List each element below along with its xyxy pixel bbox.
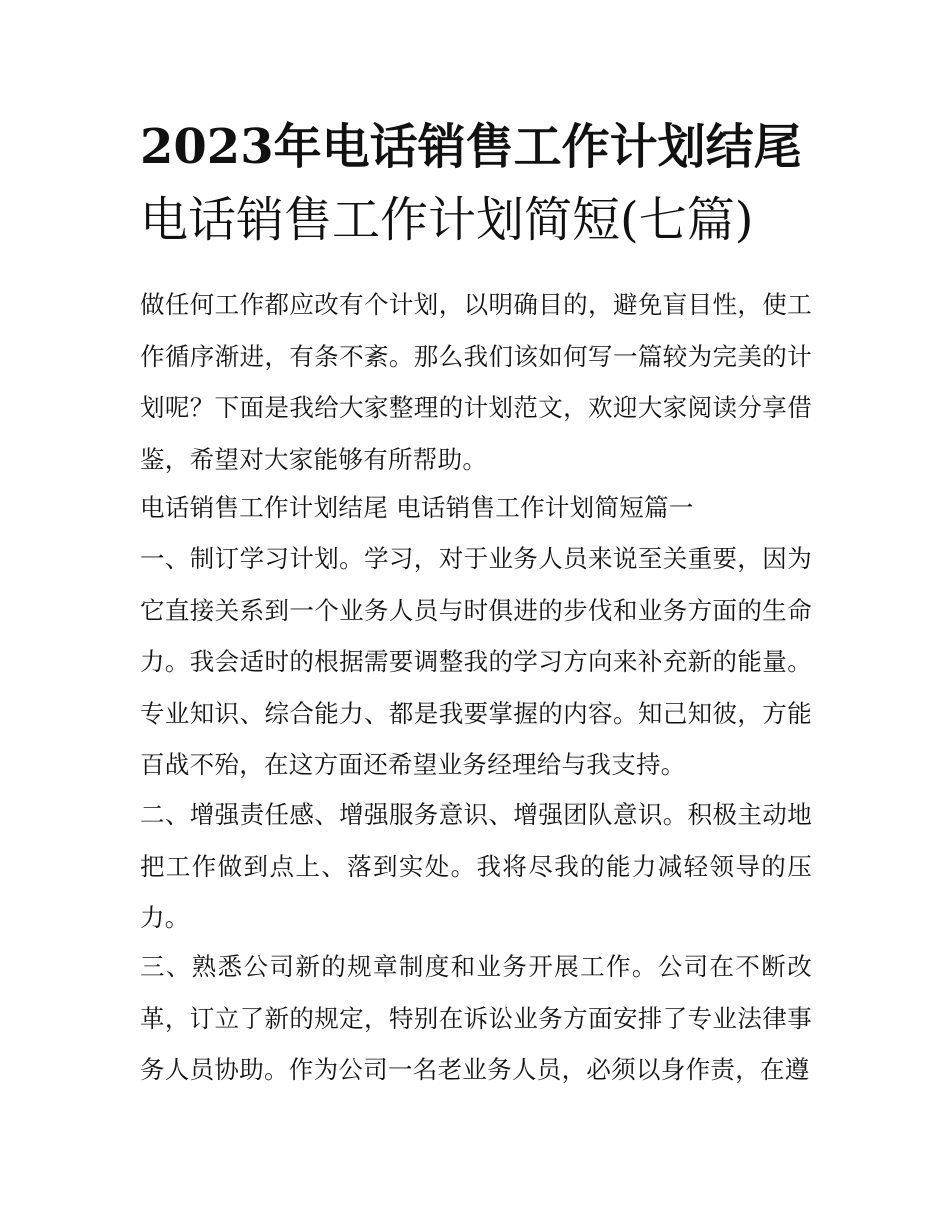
body-paragraph-item-2: 二、增强责任感、增强服务意识、增强团队意识。积极主动地把工作做到点上、落到实处。我将尽我的能力减轻领导的压力。 — [140, 800, 812, 932]
intro-paragraph: 做任何工作都应改有个计划，以明确目的，避免盲目性，使工作循序渐进，有条不紊。那么我们该如何写一篇较为完美的计划呢？下面是我给大家整理的计划范文，欢迎大家阅读分享借鉴，希望对大家能够有所帮助。 — [140, 290, 812, 474]
document-title-line-1: 2023年电话销售工作计划结尾 — [140, 119, 802, 175]
body-paragraph-item-3: 三、熟悉公司新的规章制度和业务开展工作。公司在不断改革，订立了新的规定，特别在诉讼业务方面安排了专业法律事务人员协助。作为公司一名老业务人员，必须以身作责，在遵 — [140, 952, 812, 1084]
body-paragraph-item-1: 一、制订学习计划。学习，对于业务人员来说至关重要，因为它直接关系到一个业务人员与时俱进的步伐和业务方面的生命力。我会适时的根据需要调整我的学习方向来补充新的能量。专业知识、综合能力、都是我要掌握的内容。知己知彼，方能百战不殆，在这方面还希望业务经理给与我支持。 — [140, 544, 812, 779]
section-heading: 电话销售工作计划结尾 电话销售工作计划简短篇一 — [140, 493, 694, 522]
document-title-line-2: 电话销售工作计划简短(七篇) — [140, 192, 754, 248]
